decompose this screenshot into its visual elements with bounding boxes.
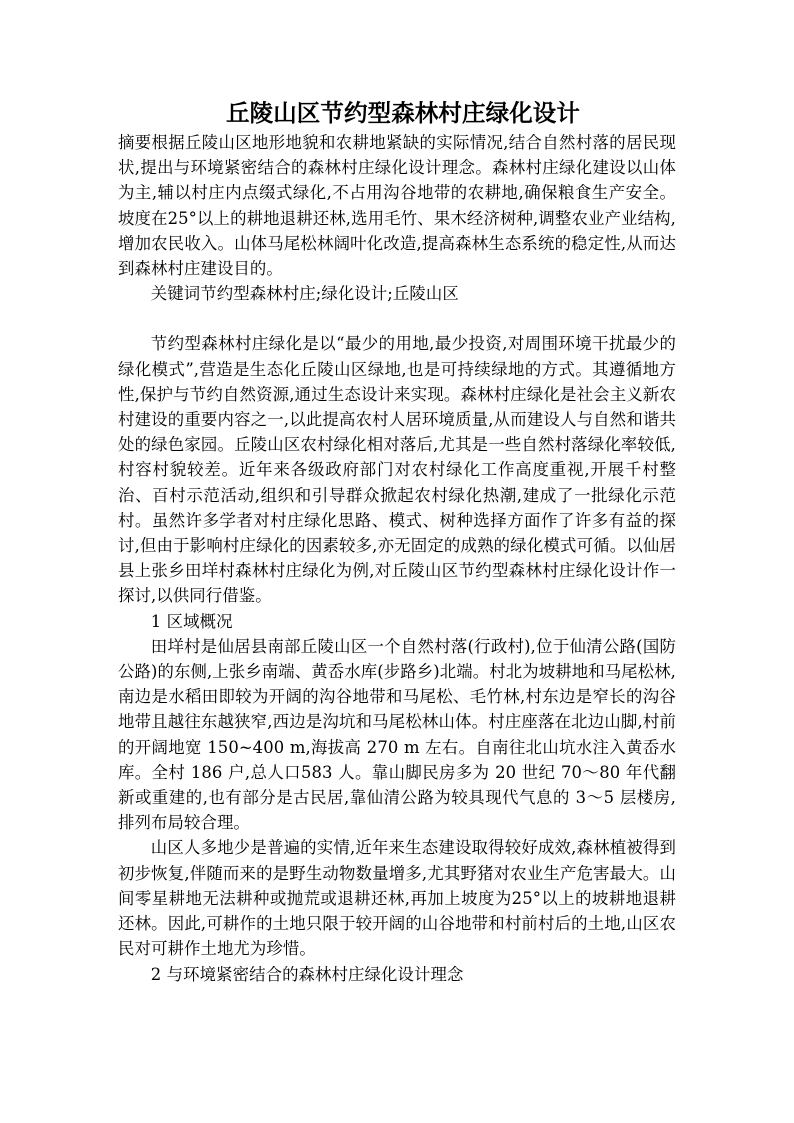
document-page bbox=[118, 96, 676, 987]
section-1-paragraph-1: 田垟村是仙居县南部丘陵山区一个自然村落(行政村),位于仙清公路(国防公路)的东侧,上张乡南端、黄岙水库(步路乡)北端。村北为坡耕地和马尾松林,南边是水稻田即较为开阔的沟谷地带和马尾松、毛竹林,村东边是窄长的沟谷地带且越往东越狭窄,西边是沟坑和马尾松林山体。村庄座落在北边山脚,村前的开阔地宽 150~400 m,海拔高 270 m 左右。自南往北山坑水注入黄岙水库。全村 186 户,总人口583 人。靠山脚民房多为 20 世纪 70～80 年代翻新或重建的,也有部分是古民居,靠仙清公路为较具现代气息的 3～5 层楼房,排列布局较合理。 bbox=[118, 636, 676, 833]
section-1-paragraph-2: 山区人多地少是普遍的实情,近年来生态建设取得较好成效,森林植被得到初步恢复,伴随而来的是野生动物数量增多,尤其野猪对农业生产危害最大。山间零星耕地无法耕种或抛荒或退耕还林,再加上坡度为25°以上的坡耕地退耕还林。因此,可耕作的土地只限于较开阔的山谷地带和村前村后的土地,山区农民对可耕作土地尤为珍惜。 bbox=[118, 838, 676, 959]
keywords-line: 关键词节约型森林村庄;绿化设计;丘陵山区 bbox=[150, 284, 459, 304]
intro-paragraph: 节约型森林村庄绿化是以“最少的用地,最少投资,对周围环境干扰最少的绿化模式”,营造是生态化丘陵山区绿地,也是可持续绿地的方式。其遵循地方性,保护与节约自然资源,通过生态设计来实现。森林村庄绿化是社会主义新农村建设的重要内容之一,以此提高农村人居环境质量,从而建设人与自然和谐共处的绿色家园。丘陵山区农村绿化相对落后,尤其是一些自然村落绿化率较低,村容村貌较差。近年来各级政府部门对农村绿化工作高度重视,开展千村整治、百村示范活动,组织和引导群众掀起农村绿化热潮,建成了一批绿化示范村。虽然许多学者对村庄绿化思路、模式、树种选择方面作了许多有益的探讨,但由于影响村庄绿化的因素较多,亦无固定的成熟的绿化模式可循。以仙居县上张乡田垟村森林村庄绿化为例,对丘陵山区节约型森林村庄绿化设计作一探讨,以供同行借鉴。 bbox=[118, 334, 676, 606]
abstract-paragraph: 摘要根据丘陵山区地形地貌和农耕地紧缺的实际情况,结合自然村落的居民现状,提出与环境紧密结合的森林村庄绿化设计理念。森林村庄绿化建设以山体为主,辅以村庄内点缀式绿化,不占用沟谷地带的农耕地,确保粮食生产安全。坡度在25°以上的耕地退耕还林,选用毛竹、果木经济树种,调整农业产业结构,增加农民收入。山体马尾松林阔叶化改造,提高森林生态系统的稳定性,从而达到森林村庄建设目的。 bbox=[118, 133, 676, 279]
section-1-heading: 1 区域概况 bbox=[150, 611, 233, 631]
document-title: 丘陵山区节约型森林村庄绿化设计 bbox=[226, 99, 580, 127]
paragraph-spacer bbox=[118, 306, 676, 331]
section-2-heading: 2 与环境紧密结合的森林村庄绿化设计理念 bbox=[150, 964, 464, 984]
